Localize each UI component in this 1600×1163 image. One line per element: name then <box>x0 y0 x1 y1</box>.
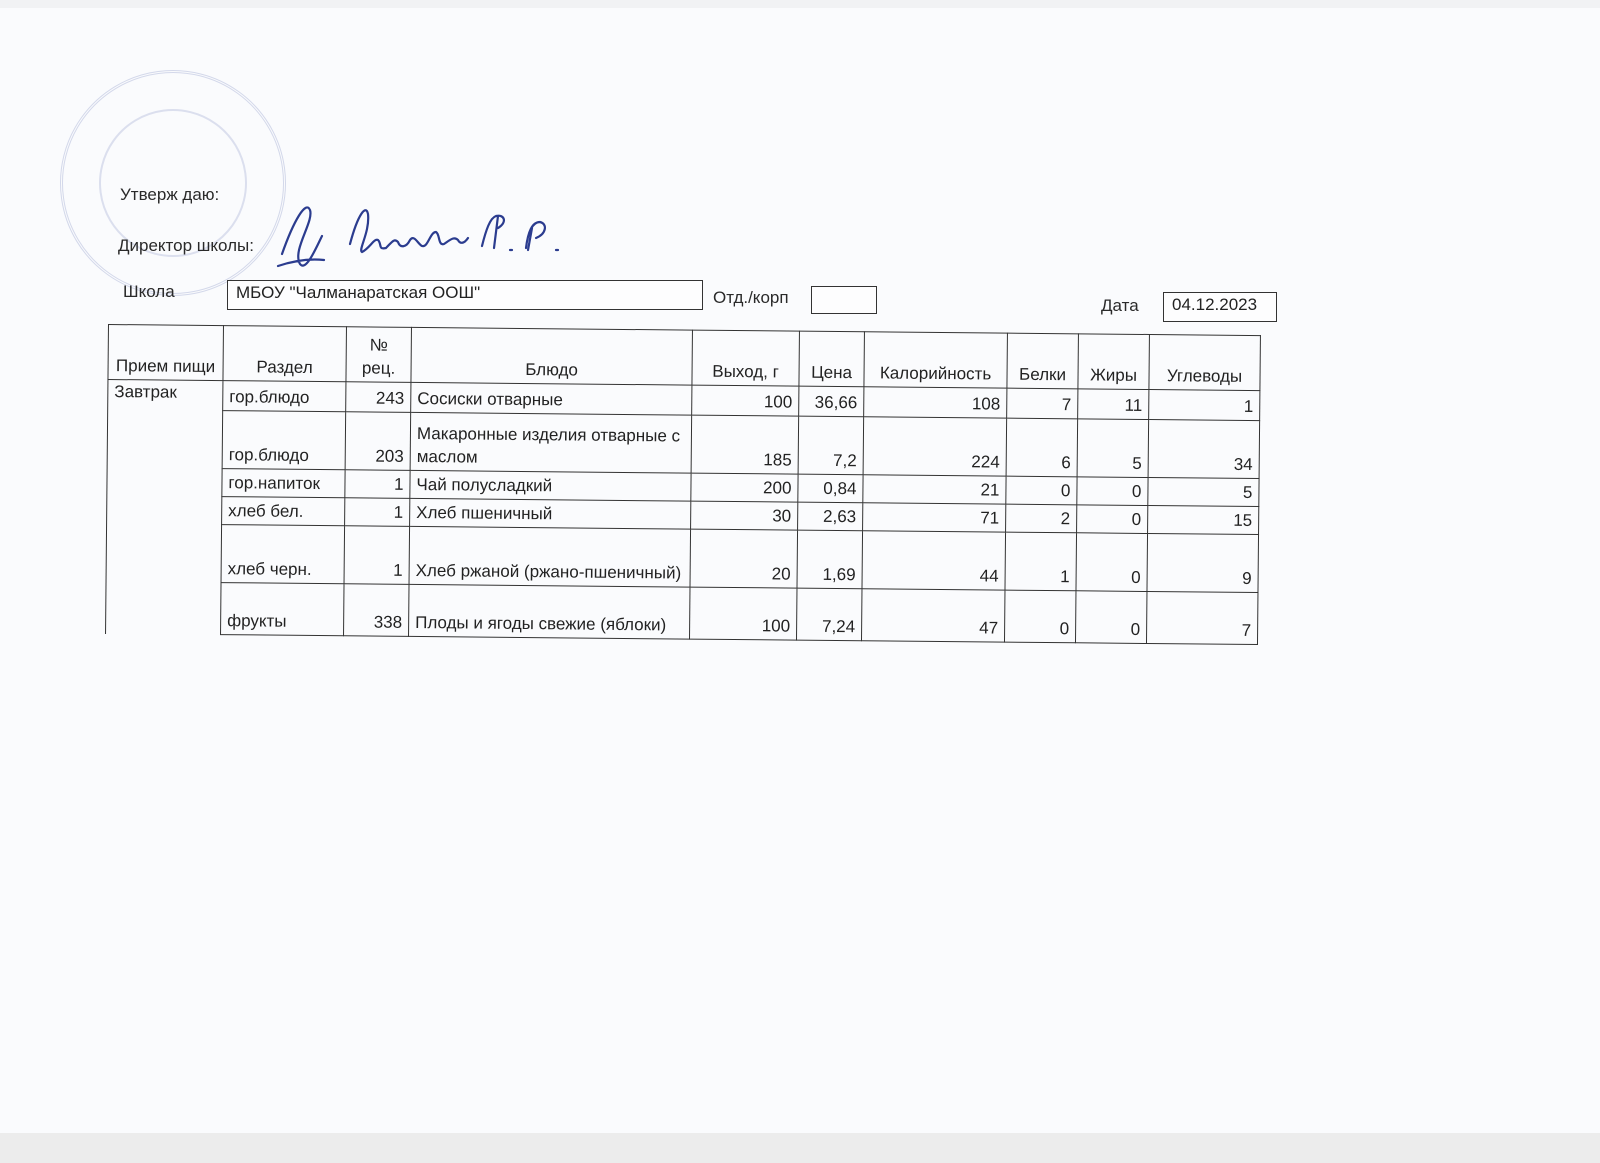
price-cell: 0,84 <box>798 474 863 503</box>
col-section: Раздел <box>223 326 347 382</box>
fat-cell: 11 <box>1078 389 1149 420</box>
director-label: Директор школы: <box>118 236 254 255</box>
fat-cell: 5 <box>1077 419 1149 478</box>
date-field: 04.12.2023 <box>1163 292 1277 322</box>
yield-cell: 100 <box>692 385 799 416</box>
recipe-cell: 203 <box>345 412 411 471</box>
col-price: Цена <box>799 331 865 387</box>
menu-table <box>105 324 1261 645</box>
protein-cell: 7 <box>1007 388 1078 419</box>
carbs-cell: 9 <box>1147 533 1259 592</box>
col-yield: Выход, г <box>692 330 800 386</box>
yield-cell: 100 <box>690 587 797 640</box>
col-carbs: Углеводы <box>1149 334 1261 390</box>
col-fat: Жиры <box>1078 334 1150 390</box>
school-name-field: МБОУ "Чалманаратская ООШ" <box>227 280 703 310</box>
calories-cell: 47 <box>861 589 1004 642</box>
meal-cell: Завтрак <box>106 380 223 635</box>
dish-cell: Макаронные изделия отварные с маслом <box>410 412 692 473</box>
fat-cell: 0 <box>1077 477 1148 506</box>
yield-cell: 185 <box>691 415 799 474</box>
section-cell: хлеб черн. <box>221 525 345 584</box>
recipe-cell: 1 <box>345 470 410 499</box>
protein-cell: 0 <box>1006 476 1077 505</box>
fat-cell: 0 <box>1076 533 1148 592</box>
dish-cell: Плоды и ягоды свежие (яблоки) <box>409 584 690 639</box>
recipe-cell: 1 <box>345 498 410 527</box>
yield-cell: 200 <box>691 473 798 502</box>
calories-cell: 71 <box>863 503 1006 532</box>
protein-cell: 1 <box>1005 532 1077 591</box>
carbs-cell: 7 <box>1146 591 1257 644</box>
fat-cell: 0 <box>1077 505 1148 534</box>
department-label: Отд./корп <box>713 288 789 307</box>
price-cell: 7,24 <box>796 588 861 641</box>
carbs-cell: 1 <box>1149 389 1260 420</box>
col-recipe: № рец. <box>346 327 412 383</box>
recipe-cell: 1 <box>344 526 410 585</box>
fat-cell: 0 <box>1075 591 1146 644</box>
price-cell: 1,69 <box>797 530 863 589</box>
director-signature <box>270 192 570 278</box>
protein-cell: 6 <box>1006 418 1078 477</box>
col-calories: Калорийность <box>864 332 1008 388</box>
protein-cell: 2 <box>1006 504 1077 533</box>
scan-bottom-edge <box>0 1133 1600 1163</box>
dish-cell: Чай полусладкий <box>410 470 691 501</box>
recipe-cell: 338 <box>344 584 409 637</box>
section-cell: гор.блюдо <box>222 411 346 470</box>
col-protein: Белки <box>1007 333 1079 389</box>
scan-top-edge <box>0 0 1600 8</box>
section-cell: гор.блюдо <box>223 381 346 412</box>
col-meal: Прием пищи <box>108 325 224 381</box>
yield-cell: 20 <box>690 529 798 588</box>
col-dish: Блюдо <box>411 327 693 385</box>
carbs-cell: 5 <box>1148 477 1259 506</box>
dish-cell: Хлеб ржаной (ржано-пшеничный) <box>409 526 691 587</box>
school-stamp <box>36 46 310 320</box>
price-cell: 7,2 <box>798 416 864 475</box>
dish-cell: Сосиски отварные <box>411 382 692 415</box>
price-cell: 36,66 <box>799 386 864 417</box>
calories-cell: 44 <box>862 531 1006 590</box>
carbs-cell: 34 <box>1148 419 1260 478</box>
carbs-cell: 15 <box>1148 505 1259 534</box>
protein-cell: 0 <box>1004 590 1075 643</box>
recipe-cell: 243 <box>346 382 411 413</box>
calories-cell: 224 <box>863 417 1007 476</box>
school-label: Школа <box>123 282 175 301</box>
calories-cell: 21 <box>863 475 1006 504</box>
department-field <box>811 286 877 314</box>
price-cell: 2,63 <box>798 502 863 531</box>
dish-cell: Хлеб пшеничный <box>410 498 691 529</box>
section-cell: фрукты <box>221 583 344 636</box>
yield-cell: 30 <box>691 501 798 530</box>
date-label: Дата <box>1101 296 1139 315</box>
calories-cell: 108 <box>864 387 1007 418</box>
approve-label: Утверж даю: <box>120 185 220 204</box>
section-cell: гор.напиток <box>222 469 345 498</box>
section-cell: хлеб бел. <box>222 497 345 526</box>
table-row <box>106 581 1258 644</box>
